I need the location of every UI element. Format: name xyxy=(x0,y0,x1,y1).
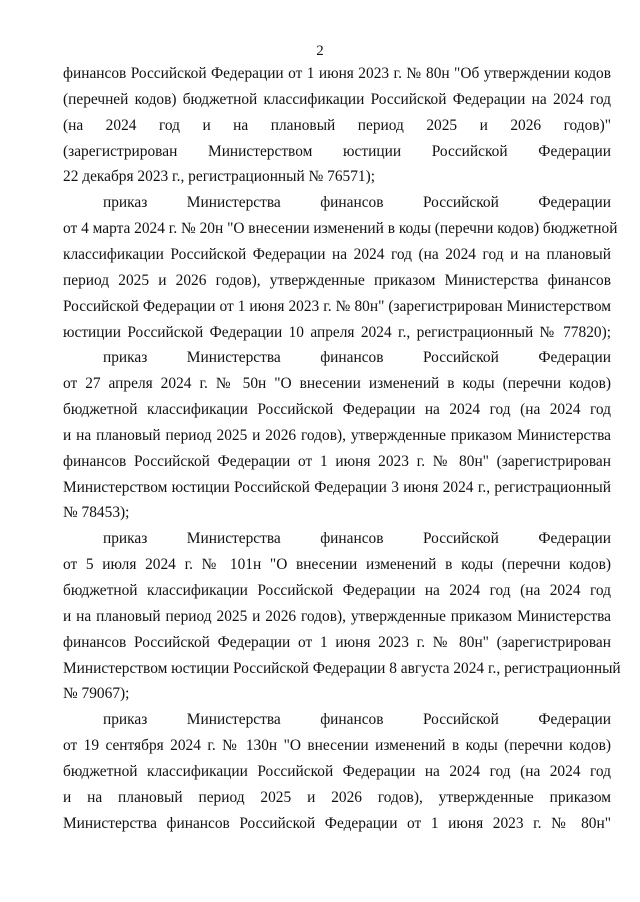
text-line: Министерством юстиции Российской Федерации 8 августа 2024 г., регистрационный xyxy=(63,660,621,677)
text-line: приказ Министерства финансов Российской Федерации xyxy=(103,194,611,211)
text-line: бюджетной классификации Российской Федерации на 2024 год (на 2024 год xyxy=(63,763,611,780)
text-line: (на 2024 год и на плановый период 2025 и 2026 годов)" xyxy=(63,117,611,134)
text-line: Министерства финансов Российской Федерации от 1 июня 2023 г. № 80н" xyxy=(63,815,611,832)
text-line: финансов Российской Федерации от 1 июня 2023 г. № 80н" (зарегистрирован xyxy=(63,453,611,470)
text-line: юстиции Российской Федерации 10 апреля 2024 г., регистрационный № 77820); xyxy=(63,324,611,341)
text-line: приказ Министерства финансов Российской Федерации xyxy=(103,711,611,728)
text-line: от 27 апреля 2024 г. № 50н "О внесении изменений в коды (перечни кодов) xyxy=(63,375,611,392)
text-line: и на плановый период 2025 и 2026 годов), утвержденные приказом Министерства xyxy=(63,427,611,444)
text-line: № 79067); xyxy=(63,685,130,702)
text-line: бюджетной классификации Российской Федерации на 2024 год (на 2024 год xyxy=(63,401,611,418)
text-line: классификации Российской Федерации на 2024 год (на 2024 год и на плановый xyxy=(63,246,611,263)
text-line: и на плановый период 2025 и 2026 годов), утвержденные приказом xyxy=(63,789,611,806)
text-line: № 78453); xyxy=(63,504,130,521)
text-line: период 2025 и 2026 годов), утвержденные приказом Министерства финансов xyxy=(63,272,611,289)
text-line: (зарегистрирован Министерством юстиции Российской Федерации xyxy=(63,143,611,160)
text-line: приказ Министерства финансов Российской Федерации xyxy=(103,530,611,547)
text-line: 22 декабря 2023 г., регистрационный № 76571); xyxy=(63,168,375,185)
text-line: (перечней кодов) бюджетной классификации Российской Федерации на 2024 год xyxy=(63,91,611,108)
text-line: финансов Российской Федерации от 1 июня 2023 г. № 80н" (зарегистрирован xyxy=(63,634,611,651)
text-line: от 19 сентября 2024 г. № 130н "О внесении изменений в коды (перечни кодов) xyxy=(63,737,611,754)
page-number: 2 xyxy=(316,43,324,59)
text-line: от 5 июля 2024 г. № 101н "О внесении изменений в коды (перечни кодов) xyxy=(63,556,611,573)
text-line: бюджетной классификации Российской Федерации на 2024 год (на 2024 год xyxy=(63,582,611,599)
text-line: финансов Российской Федерации от 1 июня 2023 г. № 80н "Об утверждении кодов xyxy=(63,65,611,82)
text-line: Министерством юстиции Российской Федерации 3 июня 2024 г., регистрационный xyxy=(63,479,611,496)
text-line: от 4 марта 2024 г. № 20н "О внесении изменений в коды (перечни кодов) бюджетной xyxy=(63,220,618,237)
text-line: приказ Министерства финансов Российской Федерации xyxy=(103,349,611,366)
text-line: Российской Федерации от 1 июня 2023 г. № 80н" (зарегистрирован Министерством xyxy=(63,298,611,315)
text-line: и на плановый период 2025 и 2026 годов), утвержденные приказом Министерства xyxy=(63,608,611,625)
